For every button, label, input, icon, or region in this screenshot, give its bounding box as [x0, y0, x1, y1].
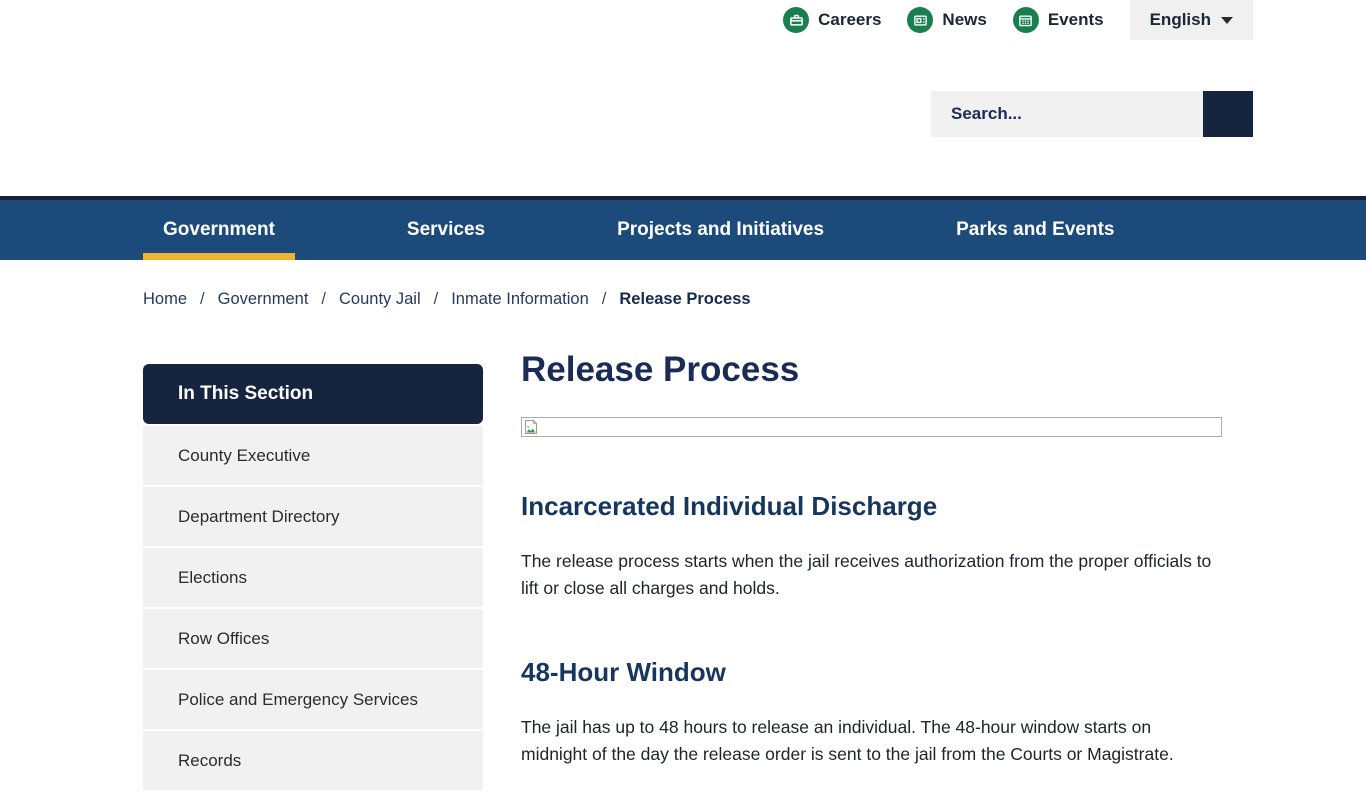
events-label: Events: [1047, 10, 1104, 29]
breadcrumb-separator: /: [321, 290, 326, 308]
breadcrumb-county-jail[interactable]: County Jail: [339, 290, 421, 308]
nav-label-services: Services: [406, 219, 486, 240]
careers-link[interactable]: [783, 0, 881, 40]
section-heading-discharge: Incarcerated Individual Discharge: [521, 490, 938, 521]
content-area: [143, 350, 1223, 792]
site-header: [0, 0, 1366, 196]
nav-label-projects: Projects and Initiatives: [617, 219, 825, 240]
nav-item-government[interactable]: [143, 200, 295, 260]
sidebar-item-records[interactable]: Records: [143, 731, 483, 790]
breadcrumb-government[interactable]: Government: [217, 290, 309, 308]
site-search: [931, 91, 1253, 137]
broken-image-placeholder: [521, 417, 1222, 437]
utility-bar: [783, 0, 1253, 40]
breadcrumb-separator: /: [601, 290, 607, 308]
chevron-down-icon: [1221, 17, 1233, 24]
sidebar-item-county-executive[interactable]: County Executive: [143, 426, 483, 485]
search-input[interactable]: [931, 91, 1203, 137]
section-sidebar: [143, 364, 483, 792]
search-button[interactable]: [1203, 91, 1253, 137]
language-selector[interactable]: [1130, 0, 1253, 40]
breadcrumb-separator: /: [433, 290, 439, 308]
page-title: Release Process: [521, 350, 800, 389]
sidebar-item-police-and-emergency-services[interactable]: Police and Emergency Services: [143, 670, 483, 729]
section-body-discharge: The release process starts when the jail receives authorization from the proper officials to lift or close all charges and holds.: [521, 550, 1212, 599]
nav-item-parks-and-events[interactable]: [936, 200, 1134, 260]
breadcrumb-inmate-information[interactable]: Inmate Information: [451, 290, 589, 308]
sidebar-title: In This Section: [143, 364, 483, 424]
briefcase-icon: [783, 7, 809, 33]
careers-label: Careers: [818, 10, 882, 29]
nav-label-parks: Parks and Events: [956, 219, 1115, 240]
main-navigation: [0, 196, 1366, 260]
breadcrumb-current-page: Release Process: [619, 290, 751, 308]
events-link[interactable]: [1013, 0, 1104, 40]
active-tab-indicator: [143, 253, 295, 260]
sidebar-item-row-offices[interactable]: Row Offices: [143, 609, 483, 668]
breadcrumb: [143, 290, 1366, 309]
main-content: [521, 351, 1222, 769]
news-label: News: [942, 10, 987, 29]
section-48-hour-window: [521, 657, 1222, 769]
section-heading-48-hour: 48-Hour Window: [521, 656, 726, 687]
breadcrumb-home[interactable]: Home: [143, 290, 188, 308]
news-icon: [907, 7, 933, 33]
nav-label-government: Government: [163, 219, 275, 240]
language-label: English: [1149, 10, 1211, 29]
breadcrumb-separator: /: [200, 290, 205, 308]
sidebar-item-department-directory[interactable]: Department Directory: [143, 487, 483, 546]
section-discharge: [521, 491, 1222, 603]
broken-image-icon: [523, 419, 539, 435]
section-body-48-hour: The jail has up to 48 hours to release an individual. The 48-hour window starts on midnight of the day the release order is sent to the jail from the Courts or Magistrate.: [521, 716, 1174, 765]
calendar-icon: [1013, 7, 1039, 33]
nav-item-projects-and-initiatives[interactable]: [597, 200, 844, 260]
news-link[interactable]: [907, 0, 986, 40]
sidebar-item-elections[interactable]: Elections: [143, 548, 483, 607]
nav-item-services[interactable]: [387, 200, 505, 260]
